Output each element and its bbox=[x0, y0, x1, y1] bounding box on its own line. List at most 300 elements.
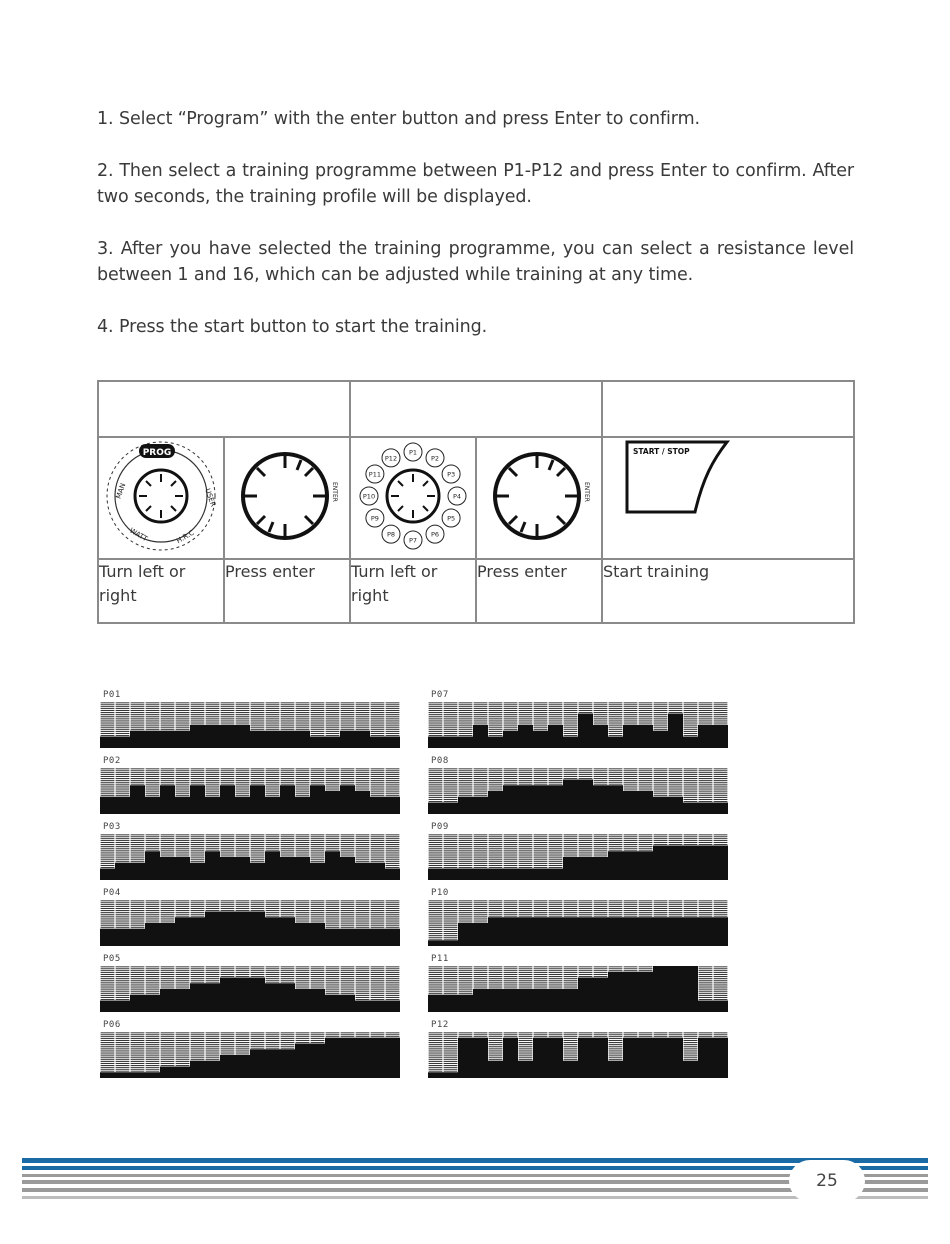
profile-bar bbox=[473, 923, 488, 946]
program-circle-label: P12 bbox=[384, 454, 398, 463]
profile-bar bbox=[683, 803, 698, 815]
profile-bar bbox=[265, 917, 280, 946]
profile-bar bbox=[280, 857, 295, 880]
profile-bar bbox=[265, 983, 280, 1012]
profile-bar bbox=[428, 803, 443, 815]
profile-bar bbox=[458, 1038, 473, 1078]
program-circle-label: P9 bbox=[370, 514, 379, 523]
profile-bar bbox=[533, 785, 548, 814]
profile-bar bbox=[638, 917, 653, 946]
profile-chart bbox=[100, 768, 400, 814]
profile-chart bbox=[428, 966, 728, 1012]
profile-bar bbox=[295, 857, 310, 880]
profile-p09 bbox=[428, 822, 728, 878]
profile-bar bbox=[100, 929, 115, 946]
profile-bar bbox=[443, 803, 458, 815]
profile-label: P02 bbox=[103, 756, 121, 766]
profile-bar bbox=[385, 737, 400, 749]
profile-bar bbox=[608, 851, 623, 880]
profile-p06 bbox=[100, 1020, 400, 1076]
program-dial-icon bbox=[103, 438, 219, 554]
profile-bar bbox=[638, 972, 653, 1012]
profile-bar bbox=[683, 917, 698, 946]
profile-bar bbox=[428, 995, 443, 1012]
profile-bar bbox=[265, 851, 280, 880]
profile-bar bbox=[473, 725, 488, 748]
profile-bar bbox=[638, 851, 653, 880]
man-label: MAN bbox=[114, 482, 128, 500]
profile-label: P07 bbox=[431, 690, 449, 700]
profile-bar bbox=[623, 972, 638, 1012]
profile-bar bbox=[488, 917, 503, 946]
profile-bar bbox=[518, 869, 533, 881]
profile-bar bbox=[548, 725, 563, 748]
profile-label: P11 bbox=[431, 954, 449, 964]
profile-bar bbox=[100, 1072, 115, 1078]
profile-bar bbox=[518, 785, 533, 814]
profile-bar bbox=[220, 725, 235, 748]
profile-bar bbox=[563, 917, 578, 946]
program-circle-label: P8 bbox=[386, 530, 396, 539]
profile-bar bbox=[533, 989, 548, 1012]
program-circle-label: P7 bbox=[408, 536, 418, 545]
profile-bar bbox=[713, 725, 728, 748]
profile-bar bbox=[473, 797, 488, 814]
table-label-row bbox=[98, 559, 854, 623]
profile-bar bbox=[235, 797, 250, 814]
profile-bar bbox=[653, 797, 668, 814]
profile-bar bbox=[623, 725, 638, 748]
profile-bar bbox=[250, 978, 265, 1013]
profile-bar bbox=[563, 989, 578, 1012]
profile-bar bbox=[428, 737, 443, 749]
profile-bar bbox=[115, 863, 130, 880]
profile-p02 bbox=[100, 756, 400, 812]
profile-bar bbox=[175, 797, 190, 814]
profile-bar bbox=[518, 917, 533, 946]
profile-bar bbox=[593, 917, 608, 946]
profile-bar bbox=[668, 797, 683, 814]
profile-p10 bbox=[428, 888, 728, 944]
step-2-icon-cell bbox=[224, 437, 350, 559]
profile-bar bbox=[280, 731, 295, 748]
profile-bar bbox=[713, 1038, 728, 1078]
profile-bar bbox=[713, 917, 728, 946]
profile-bar bbox=[443, 737, 458, 749]
profile-bar bbox=[653, 1038, 668, 1078]
profile-bar bbox=[668, 1038, 683, 1078]
profile-label: P12 bbox=[431, 1020, 449, 1030]
profile-bar bbox=[698, 917, 713, 946]
step-2-label: Press enter bbox=[224, 559, 350, 623]
profile-chart bbox=[100, 834, 400, 880]
profile-bar bbox=[250, 912, 265, 947]
profile-bar bbox=[205, 983, 220, 1012]
profile-bar bbox=[503, 989, 518, 1012]
profile-bar bbox=[280, 785, 295, 814]
profile-bar bbox=[578, 917, 593, 946]
profile-chart bbox=[428, 900, 728, 946]
profile-bar bbox=[130, 731, 145, 748]
profile-bar bbox=[370, 863, 385, 880]
hrc-label: H.R.C bbox=[175, 528, 196, 546]
profile-bar bbox=[325, 1038, 340, 1078]
profile-bar bbox=[370, 929, 385, 946]
profile-bar bbox=[683, 737, 698, 749]
profile-bar bbox=[623, 917, 638, 946]
profile-bar bbox=[668, 846, 683, 881]
profile-bar bbox=[340, 1038, 355, 1078]
profile-bar bbox=[115, 797, 130, 814]
profile-bar bbox=[593, 1038, 608, 1078]
step-4-icon-cell bbox=[476, 437, 602, 559]
profile-label: P04 bbox=[103, 888, 121, 898]
profile-bar bbox=[190, 785, 205, 814]
profile-p12 bbox=[428, 1020, 728, 1076]
step-4-label: Press enter bbox=[476, 559, 602, 623]
profile-bar bbox=[310, 989, 325, 1012]
profile-bar bbox=[563, 857, 578, 880]
profile-bar bbox=[190, 917, 205, 946]
profile-bar bbox=[698, 1038, 713, 1078]
profile-bar bbox=[130, 929, 145, 946]
profile-bar bbox=[205, 1061, 220, 1078]
profile-p03 bbox=[100, 822, 400, 878]
profile-bar bbox=[698, 803, 713, 815]
profile-bar bbox=[683, 846, 698, 881]
profile-bar bbox=[175, 731, 190, 748]
profile-bar bbox=[578, 780, 593, 815]
profile-bar bbox=[698, 846, 713, 881]
profile-bar bbox=[578, 857, 593, 880]
profile-bar bbox=[115, 737, 130, 749]
profile-label: P08 bbox=[431, 756, 449, 766]
profile-bar bbox=[115, 929, 130, 946]
step-5-icon-cell bbox=[602, 437, 854, 559]
profile-bar bbox=[370, 737, 385, 749]
profile-bar bbox=[653, 917, 668, 946]
profile-bar bbox=[533, 869, 548, 881]
profile-bar bbox=[488, 791, 503, 814]
profile-bar bbox=[443, 940, 458, 946]
profile-bar bbox=[145, 995, 160, 1012]
profile-p04 bbox=[100, 888, 400, 944]
profile-bar bbox=[340, 857, 355, 880]
profile-bar bbox=[295, 1044, 310, 1079]
profile-bar bbox=[205, 851, 220, 880]
profile-p07 bbox=[428, 690, 728, 746]
profile-bar bbox=[608, 917, 623, 946]
profile-label: P05 bbox=[103, 954, 121, 964]
profile-bar bbox=[295, 797, 310, 814]
profile-bar bbox=[220, 857, 235, 880]
profile-p08 bbox=[428, 756, 728, 812]
profile-bar bbox=[100, 869, 115, 881]
profile-bar bbox=[325, 995, 340, 1012]
profile-bar bbox=[160, 1067, 175, 1079]
profile-bar bbox=[638, 725, 653, 748]
profile-bar bbox=[578, 978, 593, 1013]
profile-bar bbox=[713, 803, 728, 815]
profile-bar bbox=[130, 785, 145, 814]
profile-bar bbox=[295, 923, 310, 946]
profile-bar bbox=[488, 989, 503, 1012]
watt-label: WATT bbox=[128, 526, 149, 544]
profile-bar bbox=[698, 1001, 713, 1013]
step-3-label: Turn left or right bbox=[350, 559, 476, 623]
profile-bar bbox=[235, 857, 250, 880]
profile-bar bbox=[593, 785, 608, 814]
prog-label: PROG bbox=[142, 448, 172, 458]
profile-bar bbox=[115, 1072, 130, 1078]
profile-bar bbox=[355, 929, 370, 946]
profile-bar bbox=[100, 797, 115, 814]
profile-bar bbox=[205, 725, 220, 748]
profile-bar bbox=[443, 995, 458, 1012]
profile-bar bbox=[563, 780, 578, 815]
table-icon-row bbox=[98, 437, 854, 559]
program-circle-label: P3 bbox=[447, 470, 456, 479]
profile-bar bbox=[355, 863, 370, 880]
profile-bar bbox=[668, 966, 683, 1012]
profile-bar bbox=[265, 731, 280, 748]
profile-bar bbox=[578, 714, 593, 749]
profile-bar bbox=[325, 929, 340, 946]
enter-label: ENTER bbox=[583, 482, 590, 502]
profile-bar bbox=[473, 1038, 488, 1078]
profile-chart bbox=[100, 966, 400, 1012]
profile-chart bbox=[100, 1032, 400, 1078]
profile-bar bbox=[623, 791, 638, 814]
profile-bar bbox=[385, 1038, 400, 1078]
profile-bar bbox=[548, 917, 563, 946]
profile-bar bbox=[668, 714, 683, 749]
profile-bar bbox=[250, 863, 265, 880]
profile-bar bbox=[175, 1067, 190, 1079]
profile-bar bbox=[325, 791, 340, 814]
start-stop-button-icon bbox=[623, 438, 733, 518]
profile-bar bbox=[713, 846, 728, 881]
program-circle-label: P11 bbox=[368, 470, 381, 479]
profile-bar bbox=[608, 737, 623, 749]
profile-bar bbox=[295, 731, 310, 748]
profile-bar bbox=[130, 1072, 145, 1078]
profile-bar bbox=[548, 989, 563, 1012]
profile-bar bbox=[638, 1038, 653, 1078]
profile-bar bbox=[235, 912, 250, 947]
profile-bar bbox=[100, 1001, 115, 1013]
profile-bar bbox=[340, 929, 355, 946]
profile-bar bbox=[668, 917, 683, 946]
profile-p11 bbox=[428, 954, 728, 1010]
profile-label: P03 bbox=[103, 822, 121, 832]
profile-bar bbox=[190, 863, 205, 880]
profile-bar bbox=[310, 923, 325, 946]
profile-bar bbox=[175, 917, 190, 946]
instruction-step-1: 1. Select “Program” with the enter button and press Enter to confirm. bbox=[97, 109, 700, 129]
profile-chart bbox=[428, 702, 728, 748]
profile-bar bbox=[593, 725, 608, 748]
profile-bar bbox=[130, 863, 145, 880]
profile-bar bbox=[250, 785, 265, 814]
step-5-label: Start training bbox=[602, 559, 854, 623]
profile-bar bbox=[280, 917, 295, 946]
profile-bar bbox=[653, 846, 668, 881]
step-3-icon-cell bbox=[350, 437, 476, 559]
profile-bar bbox=[563, 1061, 578, 1078]
profile-bar bbox=[265, 1049, 280, 1078]
profile-bar bbox=[325, 851, 340, 880]
profile-bar bbox=[533, 1038, 548, 1078]
profile-bar bbox=[370, 1001, 385, 1013]
program-circle-label: P2 bbox=[430, 454, 440, 463]
profile-bar bbox=[578, 1038, 593, 1078]
profile-chart bbox=[100, 900, 400, 946]
profile-bar bbox=[653, 966, 668, 1012]
profile-chart bbox=[428, 834, 728, 880]
profile-bar bbox=[653, 731, 668, 748]
profile-label: P10 bbox=[431, 888, 449, 898]
profile-label: P09 bbox=[431, 822, 449, 832]
profile-bar bbox=[623, 1038, 638, 1078]
profile-bar bbox=[443, 869, 458, 881]
profile-bar bbox=[548, 1038, 563, 1078]
profile-bar bbox=[458, 869, 473, 881]
profile-bar bbox=[355, 1038, 370, 1078]
profile-bar bbox=[548, 869, 563, 881]
profile-bar bbox=[325, 737, 340, 749]
enter-dial-icon bbox=[481, 438, 597, 554]
profile-bar bbox=[265, 797, 280, 814]
step-1-label: Turn left or right bbox=[98, 559, 224, 623]
profile-bar bbox=[250, 731, 265, 748]
profile-bar bbox=[175, 857, 190, 880]
profile-bar bbox=[355, 791, 370, 814]
profile-bar bbox=[310, 785, 325, 814]
profile-bar bbox=[145, 797, 160, 814]
profile-bar bbox=[683, 1061, 698, 1078]
profile-bar bbox=[503, 731, 518, 748]
profile-bar bbox=[340, 731, 355, 748]
instruction-step-2: 2. Then select a training programme between P1-P12 and press Enter to confirm. After two seconds, the training profile will be displayed. bbox=[97, 161, 854, 207]
profile-bar bbox=[340, 995, 355, 1012]
profile-bar bbox=[518, 725, 533, 748]
program-select-dial-icon bbox=[355, 438, 471, 554]
program-circle-label: P10 bbox=[362, 492, 376, 501]
profile-bar bbox=[713, 1001, 728, 1013]
profile-bar bbox=[488, 869, 503, 881]
profile-bar bbox=[145, 851, 160, 880]
header-cell-3 bbox=[602, 381, 854, 437]
profile-bar bbox=[100, 737, 115, 749]
enter-label: ENTER bbox=[331, 482, 338, 502]
profile-bar bbox=[295, 989, 310, 1012]
operation-steps-table bbox=[97, 380, 855, 624]
profile-bar bbox=[385, 797, 400, 814]
profile-label: P06 bbox=[103, 1020, 121, 1030]
instruction-step-4: 4. Press the start button to start the training. bbox=[97, 317, 488, 337]
profile-bar bbox=[235, 725, 250, 748]
profile-bar bbox=[458, 737, 473, 749]
profile-chart bbox=[428, 1032, 728, 1078]
step-1-icon-cell bbox=[98, 437, 224, 559]
profile-bar bbox=[340, 785, 355, 814]
profile-bar bbox=[250, 1049, 265, 1078]
profile-bar bbox=[355, 731, 370, 748]
header-cell-1 bbox=[98, 381, 350, 437]
profile-bar bbox=[280, 983, 295, 1012]
profile-chart bbox=[428, 768, 728, 814]
profile-bar bbox=[458, 923, 473, 946]
profile-bar bbox=[310, 737, 325, 749]
profile-bar bbox=[145, 1072, 160, 1078]
start-stop-label: START / STOP bbox=[633, 447, 690, 456]
program-circle-label: P6 bbox=[430, 530, 440, 539]
profile-bar bbox=[235, 1055, 250, 1078]
profile-p05 bbox=[100, 954, 400, 1010]
profile-bar bbox=[160, 731, 175, 748]
profile-p01 bbox=[100, 690, 400, 746]
profile-bar bbox=[503, 869, 518, 881]
profile-bar bbox=[518, 1061, 533, 1078]
instruction-step-3: 3. After you have selected the training programme, you can select a resistance level between 1 and 16, which can be adjusted while training at any time. bbox=[97, 239, 854, 285]
header-cell-2 bbox=[350, 381, 602, 437]
profile-bar bbox=[220, 978, 235, 1013]
profile-bar bbox=[443, 1072, 458, 1078]
profile-bar bbox=[473, 989, 488, 1012]
profile-chart bbox=[100, 702, 400, 748]
profile-bar bbox=[205, 912, 220, 947]
program-profiles-grid bbox=[100, 690, 740, 1090]
profile-bar bbox=[458, 995, 473, 1012]
profile-bar bbox=[488, 1061, 503, 1078]
profile-bar bbox=[130, 995, 145, 1012]
profile-bar bbox=[280, 1049, 295, 1078]
profile-bar bbox=[145, 923, 160, 946]
profile-bar bbox=[220, 785, 235, 814]
program-circle-label: P1 bbox=[408, 448, 418, 457]
profile-bar bbox=[385, 869, 400, 881]
profile-bar bbox=[428, 1072, 443, 1078]
program-circle-label: P4 bbox=[452, 492, 462, 501]
profile-bar bbox=[563, 737, 578, 749]
profile-bar bbox=[160, 923, 175, 946]
program-circle-label: P5 bbox=[447, 514, 456, 523]
profile-bar bbox=[683, 966, 698, 1012]
profile-bar bbox=[473, 869, 488, 881]
enter-dial-icon bbox=[229, 438, 345, 554]
profile-bar bbox=[190, 725, 205, 748]
profile-bar bbox=[608, 972, 623, 1012]
profile-bar bbox=[428, 869, 443, 881]
profile-bar bbox=[115, 1001, 130, 1013]
profile-bar bbox=[503, 785, 518, 814]
table-header-row bbox=[98, 381, 854, 437]
profile-bar bbox=[205, 797, 220, 814]
profile-bar bbox=[593, 978, 608, 1013]
profile-bar bbox=[385, 929, 400, 946]
profile-bar bbox=[160, 989, 175, 1012]
profile-bar bbox=[385, 1001, 400, 1013]
profile-bar bbox=[608, 1061, 623, 1078]
profile-bar bbox=[698, 725, 713, 748]
profile-bar bbox=[518, 989, 533, 1012]
profile-bar bbox=[593, 857, 608, 880]
profile-bar bbox=[548, 785, 563, 814]
profile-bar bbox=[160, 857, 175, 880]
profile-bar bbox=[458, 797, 473, 814]
profile-bar bbox=[190, 1061, 205, 1078]
